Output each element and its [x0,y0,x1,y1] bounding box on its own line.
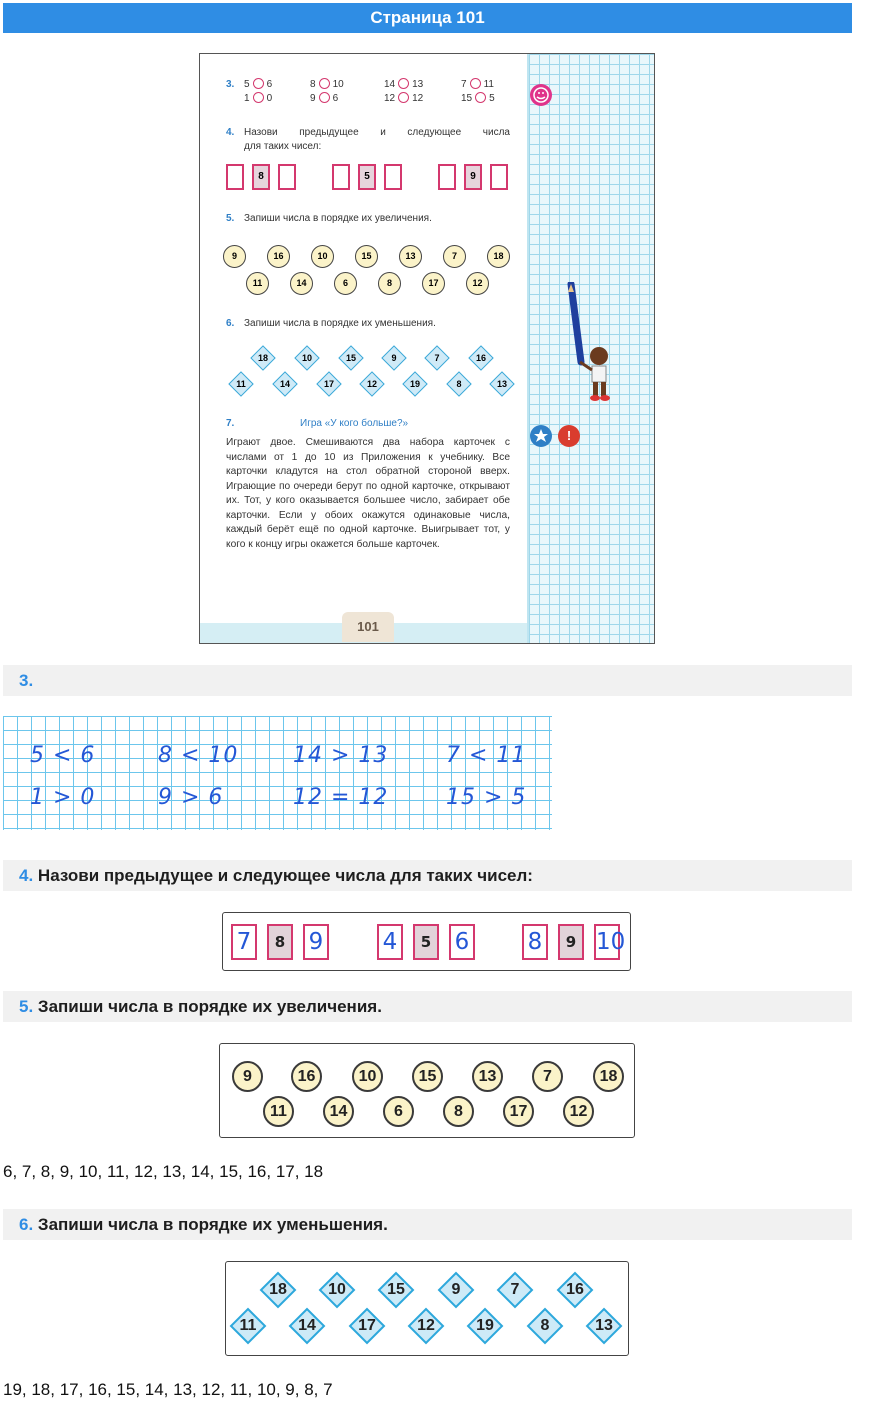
section-6-diamonds-frame [225,1261,629,1356]
book-ex4-text: Назови предыдущее и следующее числа [244,127,510,138]
book-number-card: 9 [464,164,482,190]
book-number-card [384,164,402,190]
number-diamond: 14 [289,1308,326,1345]
book-number-diamond: 17 [316,371,341,396]
book-number-circle: 7 [443,245,466,268]
book-number-circle: 13 [399,245,422,268]
section-5-circles-frame [219,1043,635,1138]
book-comparison: 5 6 [244,79,273,90]
section-title: Запиши числа в порядке их увеличения. [37,997,382,1016]
number-circle: 14 [323,1096,354,1127]
book-number-diamond: 9 [381,345,406,370]
book-number-diamond: 10 [294,345,319,370]
number-circle: 8 [443,1096,474,1127]
book-number-card: 5 [358,164,376,190]
book-number-circle: 16 [267,245,290,268]
number-circle: 15 [412,1061,443,1092]
section-5-header [3,991,852,1022]
book-comparison: 8 10 [310,79,344,90]
book-number-diamond: 13 [489,371,514,396]
book-number-circle: 18 [487,245,510,268]
given-number-card: 8 [267,924,293,960]
book-number-diamond: 12 [359,371,384,396]
number-diamond: 15 [378,1272,415,1309]
number-circle: 10 [352,1061,383,1092]
book-ex4-number: 4. [226,127,235,138]
book-comparison: 12 12 [384,93,424,104]
prev-number-card: 8 [522,924,548,960]
page-title: Страница 101 [3,3,852,33]
book-number-circle: 12 [466,272,489,295]
book-number-card [438,164,456,190]
book-number-diamond: 18 [250,345,275,370]
book-number-card [332,164,350,190]
book-ex7-number: 7. [226,418,235,429]
number-circle: 18 [593,1061,624,1092]
comparison-answer: 9 > 6 [158,785,224,810]
number-diamond: 16 [557,1272,594,1309]
number-diamond: 10 [319,1272,356,1309]
section-6-header [3,1209,852,1240]
comparison-answer: 5 < 6 [30,743,96,768]
book-number-diamond: 19 [402,371,427,396]
comparison-answer: 12 = 12 [293,785,389,810]
book-ex3-number: 3. [226,79,235,90]
section-5-answer: 6, 7, 8, 9, 10, 11, 12, 13, 14, 15, 16, 17, 18 [3,1162,324,1181]
prev-number-card: 7 [231,924,257,960]
section-3-answer-grid [3,716,552,830]
book-comparison: 14 13 [384,79,424,90]
textbook-page-image [199,53,655,644]
number-circle: 9 [232,1061,263,1092]
section-title: Запиши числа в порядке их уменьшения. [37,1215,388,1234]
number-diamond: 18 [260,1272,297,1309]
book-ex5-text: Запиши числа в порядке их увеличения. [244,213,432,224]
book-comparison: 1 0 [244,93,273,104]
number-diamond: 17 [349,1308,386,1345]
comparison-answer: 7 < 11 [446,743,527,768]
boy-with-pencil-illustration [555,282,615,407]
book-number-circle: 9 [223,245,246,268]
given-number-card: 5 [413,924,439,960]
smiley-icon [530,84,552,106]
section-4-cards-frame [222,912,631,971]
number-circle: 17 [503,1096,534,1127]
textbook-page-number: 101 [342,612,394,642]
next-number-card: 9 [303,924,329,960]
book-ex7-paragraph: Играют двое. Смешиваются два набора карточек с числами от 1 до 10 из Приложения к учебнику. Все карточки кладутся на стол обратной стороной вверх. Играющие по очереди берут по одной карточке, открывают их. Тот, у кого оказывается большее число, забирает обе карточки. Если у обоих окажутся одинаковые числа, каждый берёт ещё по одной карточке. Выигрывает тот, у кого к концу игры окажется больше карточек. [226,437,510,550]
book-number-circle: 11 [246,272,269,295]
number-diamond: 9 [438,1272,475,1309]
book-number-card [278,164,296,190]
book-number-circle: 6 [334,272,357,295]
number-circle: 6 [383,1096,414,1127]
book-number-diamond: 8 [446,371,471,396]
book-number-circle: 10 [311,245,334,268]
number-circle: 13 [472,1061,503,1092]
book-number-diamond: 16 [468,345,493,370]
book-comparison: 15 5 [461,93,495,104]
book-number-diamond: 7 [424,345,449,370]
book-number-card: 8 [252,164,270,190]
comparison-answer: 8 < 10 [158,743,239,768]
book-ex6-text: Запиши числа в порядке их уменьшения. [244,318,436,329]
book-ex4-text: для таких чисел: [244,141,322,152]
comparison-answer: 15 > 5 [446,785,527,810]
book-comparison: 9 6 [310,93,339,104]
book-number-diamond: 11 [228,371,253,396]
section-number: 3. [19,671,34,690]
section-number: 5. [19,997,34,1016]
section-number: 4. [19,866,34,885]
section-3-header [3,665,852,696]
book-number-diamond: 14 [272,371,297,396]
book-ex5-number: 5. [226,213,235,224]
comparison-answer: 14 > 13 [293,743,389,768]
star-icon [530,425,552,447]
section-title: Назови предыдущее и следующее числа для таких чисел: [37,866,533,885]
number-diamond: 12 [408,1308,445,1345]
book-number-diamond: 15 [338,345,363,370]
book-number-circle: 14 [290,272,313,295]
number-diamond: 8 [527,1308,564,1345]
number-diamond: 11 [230,1308,267,1345]
number-diamond: 19 [467,1308,504,1345]
next-number-card: 6 [449,924,475,960]
given-number-card: 9 [558,924,584,960]
section-4-header [3,860,852,891]
book-number-circle: 17 [422,272,445,295]
book-number-circle: 8 [378,272,401,295]
book-comparison: 7 11 [461,79,494,90]
number-circle: 7 [532,1061,563,1092]
number-circle: 16 [291,1061,322,1092]
comparison-answer: 1 > 0 [30,785,96,810]
book-number-circle: 15 [355,245,378,268]
number-diamond: 7 [497,1272,534,1309]
exclamation-icon: ! [558,425,580,447]
next-number-card: 10 [594,924,620,960]
section-number: 6. [19,1215,34,1234]
section-6-answer: 19, 18, 17, 16, 15, 14, 13, 12, 11, 10, 9, 8, 7 [3,1380,333,1399]
number-circle: 12 [563,1096,594,1127]
book-ex6-number: 6. [226,318,235,329]
book-number-card [490,164,508,190]
number-diamond: 13 [586,1308,623,1345]
prev-number-card: 4 [377,924,403,960]
number-circle: 11 [263,1096,294,1127]
book-number-card [226,164,244,190]
book-ex7-title: Игра «У кого больше?» [300,418,409,429]
